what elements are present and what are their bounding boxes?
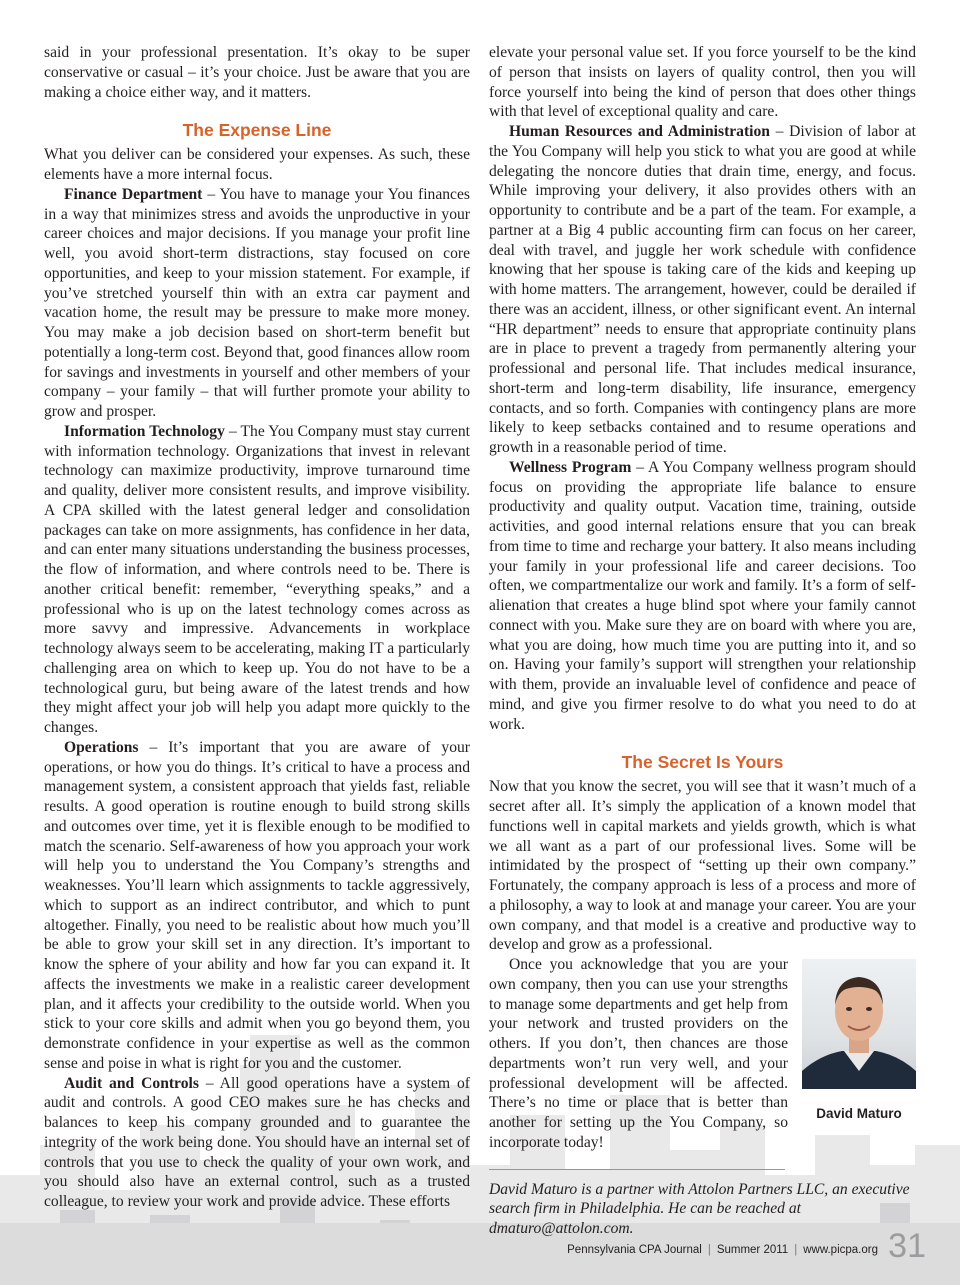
operations-paragraph: [44, 738, 470, 1074]
author-photo: [802, 959, 916, 1089]
footer-journal: Pennsylvania CPA Journal: [567, 1244, 702, 1256]
wellness-paragraph: [489, 458, 916, 735]
secret-paragraph-2: Once you acknowledge that you are your own company, then you can use your strengths to manage some departments and get help from your network and trusted providers on the others. If you don’t, then chances are those departments won’t run very well, and your professional development will be affected. There’s no time or place that is better than another for setting up the You Company, so incorporate today!: [489, 956, 788, 1151]
it-body: – The You Company must stay current with information technology. Organizations that invest in relevant technology can maximize productivity, improve turnaround time and quality, deliver more consistent results, and improve visibility. A CPA skilled with the latest general ledger and consolidation packages can take on more assignments, has confidence in her data, and can enter many situations understanding the business processes, the flow of information, and where controls need to be. There is another critical benefit: remember, “everything speaks,” and a professional who is up on the latest technology comes across as more savvy and impressive. Advancements in workplace technology always seem to be accelerating, making IT a particularly challenging area on which to keep up. You do not have to be a technological guru, but being aware of the latest trends and how they might affect your job will help you adapt more quickly to the changes.: [44, 422, 470, 736]
it-paragraph: [44, 422, 470, 738]
right-column: [489, 43, 916, 1239]
audit-subhead: Audit and Controls: [64, 1074, 199, 1092]
author-photo-box: [802, 959, 916, 1123]
hr-body: – Division of labor at the You Company will help you stick to what you are good at while delegating the noncore duties that drain time, energy, and focus. While improving your delivery, it also provides others with an opportunity to contribute and be a part of the team. For example, a partner at a Big 4 public accounting firm can focus on her career, deal with travel, and juggle her work schedule with confidence knowing that her spouse is taking care of the kids and keeping up with home matters. The arrangement, however, could be derailed if there was an accident, illness, or other significant event. An internal “HR department” needs to ensure that appropriate continuity plans are in place to prevent a tragedy from permanently altering your professional and personal life. That includes medical insurance, short-term and long-term disability, life insurance, emergency contacts, and so forth. Companies with contingency plans are more likely to keep setbacks contained and to resume operations and growth in a reasonable period of time.: [489, 123, 916, 456]
operations-body: – It’s important that you are aware of your operations, or how you do things. It’s critical to have a process and management system, a consistent approach that yields fast, reliable results. A good operation is routine enough to build strong skills and outcomes over time, yet it is flexible enough to be modified to match the scenario. Self-awareness of how you approach your work will help you to understand the You Company’s strengths and weaknesses. You’ll learn which assignments to tackle aggressively, which to support as an indirect contributor, and which to punt altogether. Finally, you need to be realistic about how much you’ll be able to grow your skill set in any direction. It’s important to know the sphere of your ability and how far you can expand it. It affects the investments we make in a realistic career development plan, and it affects your credibility to the outside world. When you stick to your core skills and admit when you go beyond them, you demonstrate confidence in your expertise as well as the common sense and poise in what is right for you and the customer.: [44, 738, 470, 1072]
operations-subhead: Operations: [64, 738, 139, 756]
it-subhead: Information Technology: [64, 422, 225, 440]
footer-separator: |: [794, 1244, 798, 1256]
continuation-paragraph: elevate your personal value set. If you force yourself to be the kind of person that insists on layers of quality control, then you will force yourself into being the kind of person that does other things with that level of exceptional quality and care.: [489, 44, 916, 121]
author-photo-caption: David Maturo: [816, 1106, 902, 1121]
audit-body: – All good operations have a system of audit and controls. A good CEO makes sure he has checks and balances to keep his company grounded and to guarantee the integrity of the work being done. You should have an internal set of controls that you use to check the quality of your own work, and you should also have an external control, such as a trusted colleague, to review your work and provide advice. These efforts: [44, 1074, 470, 1210]
secret-paragraph-1: Now that you know the secret, you will see that it wasn’t much of a secret after all. It’s simply the application of a known model that functions well in capital markets and yields growth, which is what we all want as a part of our professional lives. Some will be intimidated by the prospect of “setting up their own company.” Fortunately, the company approach is less of a process and more of a philosophy, a way to look at and manage your career. You are your own company, and that model is a creative and productive way to develop and grow as a professional.: [489, 778, 916, 954]
finance-paragraph: [44, 185, 470, 422]
finance-body: – You have to manage your You finances in a way that minimizes stress and avoids the unproductive in your career choices and major decisions. If you manage your profit line well, you avoid short-term distractions, stay focused on core opportunities, and keep to your mission statement. For example, if you’ve stretched yourself thin with an extra car payment and vacation home, the result may be pressure to make more money. You may make a job decision based on short-term benefit but potentially a long-term cost. Beyond that, good finances allow room for savings and investments in yourself and other members of your company – your family – that will further promote your ability to grow and prosper.: [44, 185, 470, 420]
left-column: [44, 43, 470, 1212]
bio-divider: [489, 1169, 785, 1170]
page-number: 31: [888, 1227, 926, 1265]
expense-intro-paragraph: What you deliver can be considered your expenses. As such, these elements have a more internal focus.: [44, 146, 470, 183]
footer-text: [567, 1244, 878, 1256]
audit-paragraph: [44, 1074, 470, 1212]
footer-website-link[interactable]: www.picpa.org: [803, 1244, 878, 1256]
hr-subhead: Human Resources and Administration: [509, 123, 770, 140]
secret-heading: The Secret Is Yours: [621, 752, 784, 773]
wellness-body: – A You Company wellness program should focus on providing the appropriate life balance to ensure productivity and quality output. Vacation time, training, outside activities, and good internal relations ensure that you can break from time to time and recharge your battery. It also means including your family in your professional life and career decisions. Too often, we compartmentalize our work and family. It’s a form of self-alienation that creates a huge blind spot where your family cannot connect with you. Make sure they are on board with where you are, what you are doing, how much time you are putting into it, and so on. Having your family’s support will strengthen your relationship with them, provide an invaluable level of confidence and peace of mind, and give you firmer resolve to do what you need to do at work.: [489, 458, 916, 733]
opening-paragraph: said in your professional presentation. It’s okay to be super conservative or casual – it’s your choice. Just be aware that you are making a choice either way, and it matters.: [44, 44, 470, 101]
finance-subhead: Finance Department: [64, 185, 203, 203]
footer-issue: Summer 2011: [716, 1244, 789, 1256]
hr-paragraph: [489, 122, 916, 458]
expense-line-heading: The Expense Line: [182, 120, 332, 141]
page-footer: [0, 1223, 960, 1285]
wellness-subhead: Wellness Program: [509, 458, 632, 476]
author-bio: David Maturo is a partner with Attolon Partners LLC, an executive search firm in Philadelphia. He can be reached at dmaturo@attolon.com.: [489, 1180, 910, 1237]
author-portrait-icon: [802, 959, 916, 1089]
footer-separator: |: [707, 1244, 711, 1256]
